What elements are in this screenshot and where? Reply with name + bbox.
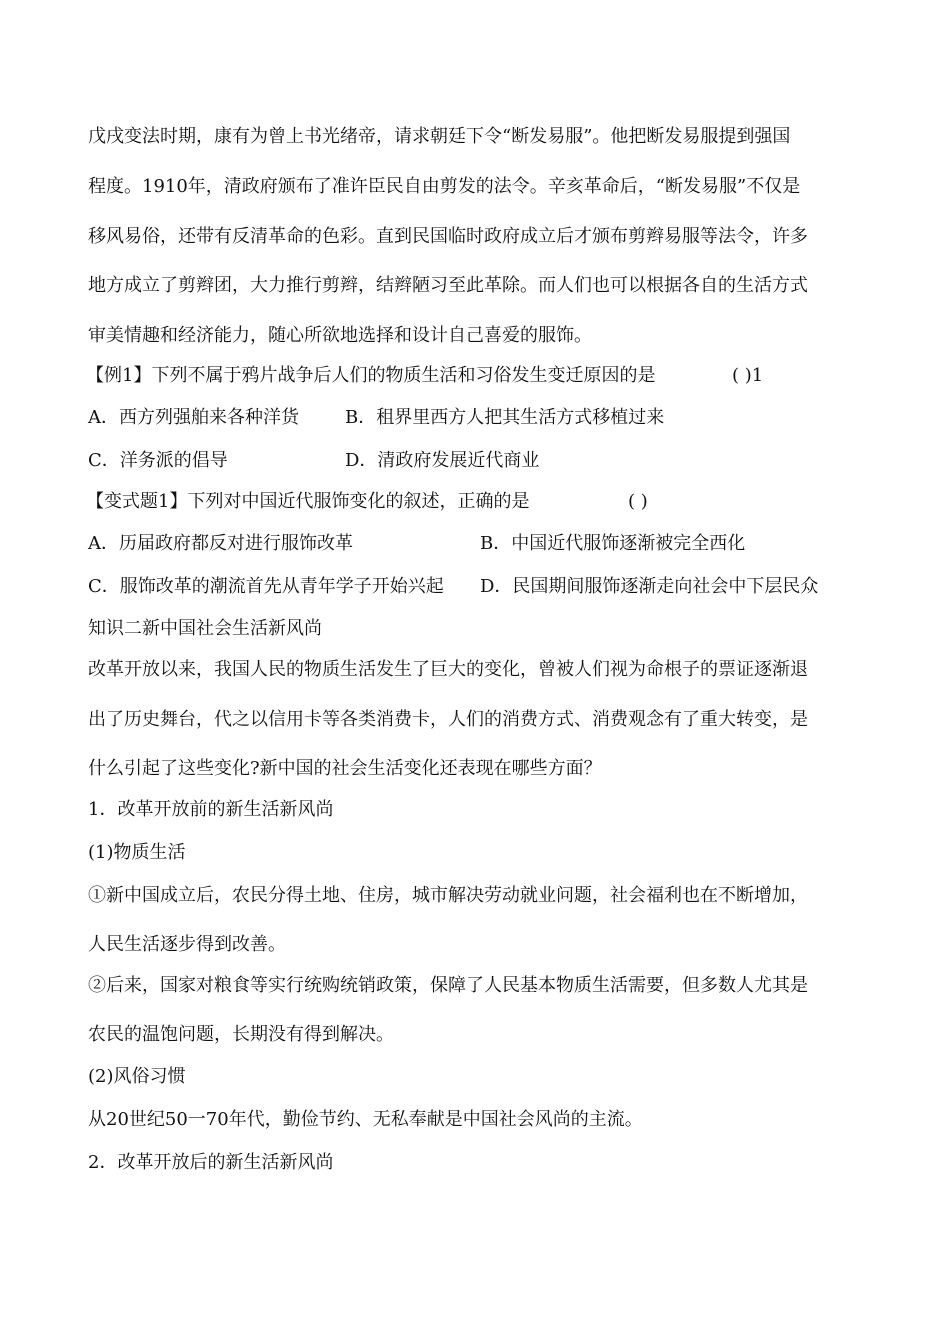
custom-line: 从20世纪50一70年代，勤俭节约、无私奉献是中国社会风尚的主流。 (88, 1109, 643, 1130)
example1-option-d: D．清政府发展近代商业 (345, 450, 540, 471)
subsection-heading: (1)物质生活 (88, 842, 186, 863)
intro-line: 地方成立了剪辫团，大力推行剪辫，结辫陋习至此革除。而人们也可以根据各自的生活方式 (88, 275, 808, 296)
subsection-heading: 2．改革开放后的新生活新风尚 (88, 1152, 334, 1173)
intro-line: 审美情趣和经济能力，随心所欲地选择和设计自己喜爱的服饰。 (88, 325, 592, 346)
example1-option-c: C．洋务派的倡导 (88, 450, 228, 471)
intro-line: 程度。1910年，清政府颁布了准许臣民自由剪发的法令。辛亥革命后，“断发易服”不仅是 (88, 176, 801, 197)
section2-heading: 知识二新中国社会生活新风尚 (88, 618, 322, 639)
section2-intro-line: 出了历史舞台，代之以信用卡等各类消费卡，人们的消费方式、消费观念有了重大转变，是 (88, 709, 808, 730)
intro-line: 移风易俗，还带有反清革命的色彩。直到民国临时政府成立后才颁布剪辫易服等法令，许多 (88, 226, 808, 247)
section2-intro-line: 改革开放以来，我国人民的物质生活发生了巨大的变化，曾被人们视为命根子的票证逐渐退 (88, 659, 808, 680)
variant1-option-a: A．历届政府都反对进行服饰改革 (88, 533, 353, 554)
point-line: 农民的温饱问题，长期没有得到解决。 (88, 1024, 394, 1045)
point-line: ①新中国成立后，农民分得土地、住房，城市解决劳动就业问题，社会福利也在不断增加， (88, 885, 808, 906)
subsection-heading: (2)风俗习惯 (88, 1066, 186, 1087)
subsection-heading: 1．改革开放前的新生活新风尚 (88, 799, 334, 820)
variant1-option-c: C．服饰改革的潮流首先从青年学子开始兴起 (88, 576, 444, 597)
variant1-option-b: B．中国近代服饰逐渐被完全西化 (480, 533, 746, 554)
intro-line: 戊戌变法时期，康有为曾上书光绪帝，请求朝廷下令“断发易服”。他把断发易服提到强国 (88, 126, 791, 147)
example1-option-a: A．西方列强舶来各种洋货 (88, 407, 299, 428)
variant1-answer-bracket: ( ) (628, 491, 648, 512)
point-line: ②后来，国家对粮食等实行统购统销政策，保障了人民基本物质生活需要，但多数人尤其是 (88, 975, 808, 996)
example1-option-b: B．租界里西方人把其生活方式移植过来 (345, 407, 665, 428)
example1-question: 【例1】下列不属于鸦片战争后人们的物质生活和习俗发生变迁原因的是 (86, 365, 656, 386)
point-line: 人民生活逐步得到改善。 (88, 934, 286, 955)
section2-intro-line: 什么引起了这些变化?新中国的社会生活变化还表现在哪些方面？ (88, 758, 602, 779)
example1-answer-bracket: ( )1 (732, 365, 764, 386)
variant1-option-d: D．民国期间服饰逐渐走向社会中下层民众 (480, 576, 819, 597)
variant1-question: 【变式题1】下列对中国近代服饰变化的叙述，正确的是 (86, 491, 530, 512)
